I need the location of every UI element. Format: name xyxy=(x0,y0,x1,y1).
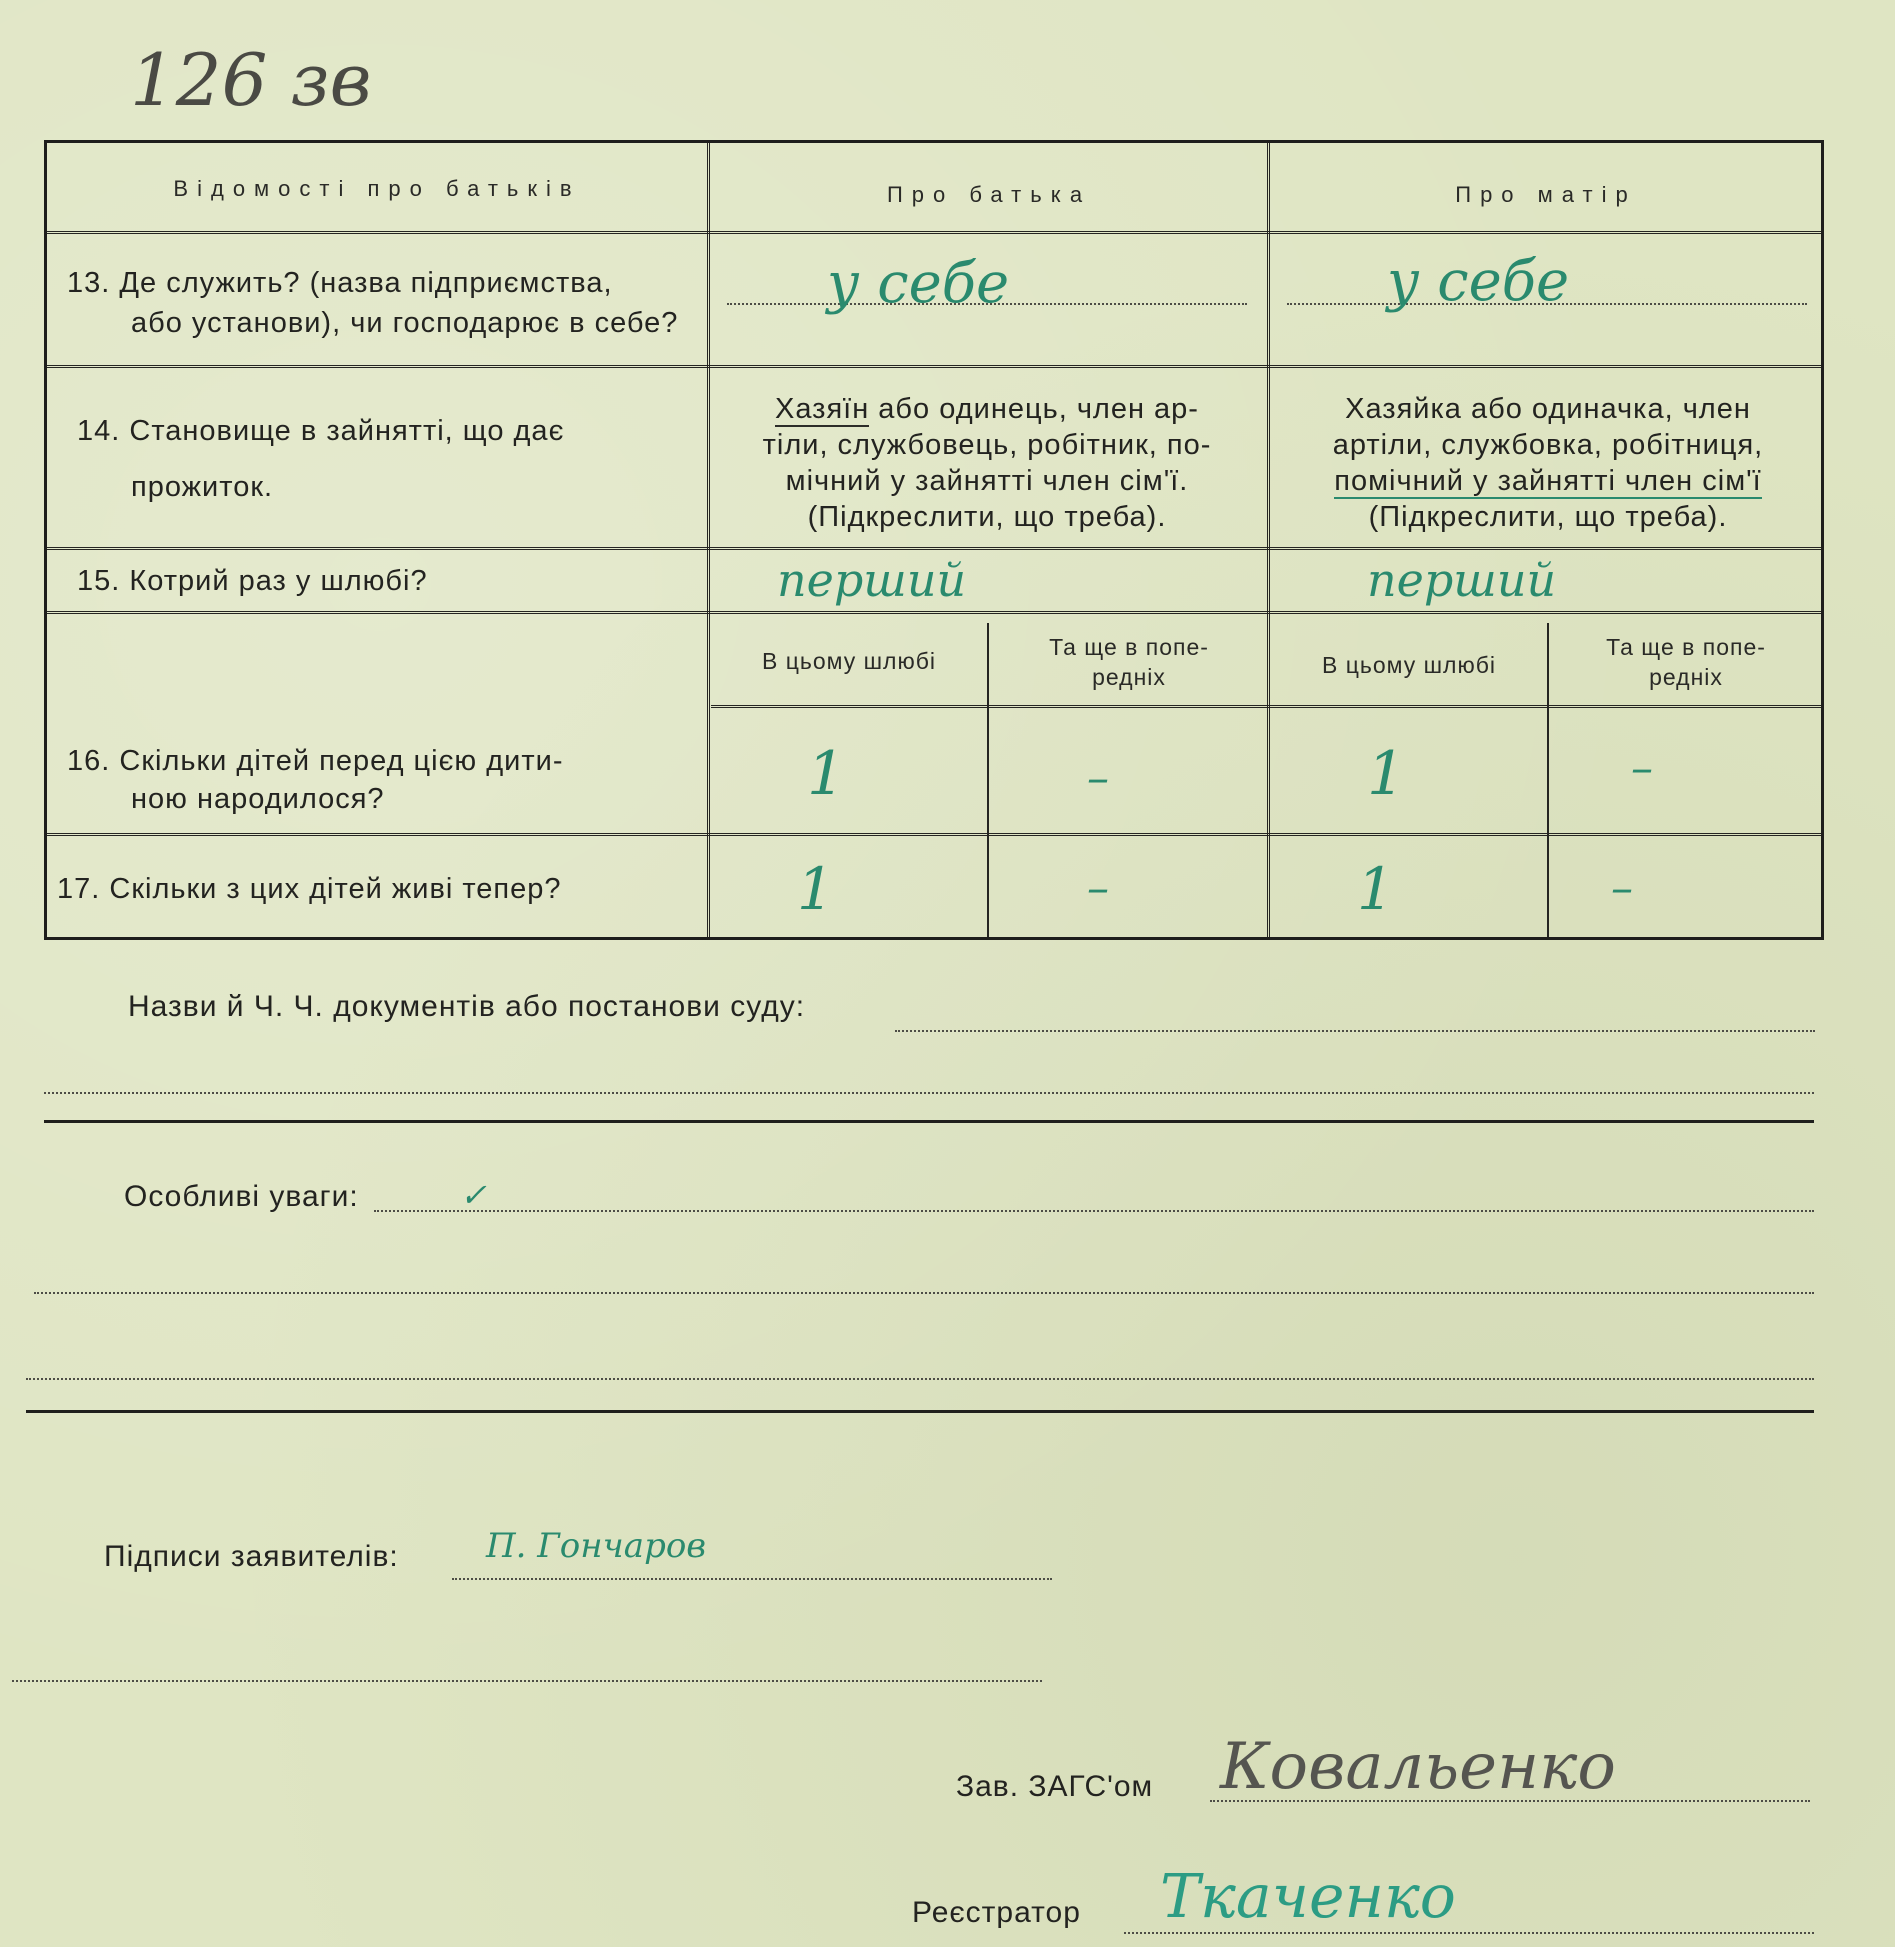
q16-father-previous-line2: редніх xyxy=(1092,663,1166,690)
q15-question: 15. Котрий раз у шлюбі? xyxy=(77,565,428,597)
registrar-signature-dotline xyxy=(1124,1932,1814,1934)
remarks-dotline-3 xyxy=(26,1378,1814,1380)
q14-mother-options xyxy=(1283,391,1813,535)
q14-line2: прожиток. xyxy=(131,471,274,503)
head-signature: Ковальенко xyxy=(1220,1730,1616,1804)
row-divider-15 xyxy=(47,611,1821,618)
q16-mother-this-value: 1 xyxy=(1367,739,1406,809)
q14-mother-line4: (Підкреслити, що треба). xyxy=(1368,501,1728,533)
remarks-dotline-2 xyxy=(34,1292,1814,1294)
applicant-signature: П. Гончаров xyxy=(486,1526,707,1566)
q14-father-line2: тіли, службовець, робітник, по- xyxy=(762,429,1212,461)
q13-line2: або установи), чи господарює в себе? xyxy=(131,307,679,339)
col-divider-mother-sub xyxy=(1547,623,1549,937)
col-divider-father-sub xyxy=(987,623,989,937)
q16-father-this-marriage-header: В цьому шлюбі xyxy=(761,648,937,674)
col-divider-1 xyxy=(707,143,714,937)
remarks-checkmark: ✓ xyxy=(460,1176,487,1214)
remarks-label: Особливі уваги: xyxy=(124,1180,359,1213)
row-divider-13 xyxy=(47,365,1821,372)
q16-mother-this-marriage-header: В цьому шлюбі xyxy=(1321,652,1497,678)
q16-line2: ною народилося? xyxy=(131,783,385,815)
q14-mother-line2: артіли, службовка, робітниця, xyxy=(1332,429,1764,461)
q14-father-options xyxy=(727,391,1247,535)
applicant-signature-dotline xyxy=(452,1578,1052,1580)
q13-mother-answer: у себе xyxy=(1387,249,1570,314)
header-parents-info: Відомості про батьків xyxy=(173,176,581,201)
q15-father-answer: перший xyxy=(777,553,967,607)
q16-mother-previous-line1: Та ще в попе- xyxy=(1606,634,1766,660)
q16-mother-previous-value: – xyxy=(1631,743,1653,794)
q14-mother-underlined-option: помічний у зайнятті член сім'ї xyxy=(1334,465,1762,497)
q13-father-answer: у себе xyxy=(827,251,1010,316)
col-divider-2 xyxy=(1267,143,1274,937)
q14-father-line4: (Підкреслити, що треба). xyxy=(807,501,1167,533)
q17-mother-this-value: 1 xyxy=(1357,855,1394,923)
documents-section-rule xyxy=(44,1120,1814,1123)
archive-mark: 126 зв xyxy=(130,38,372,122)
remarks-dotline-1 xyxy=(374,1210,1814,1212)
q14-father-line3: мічний у зайнятті член сім'ї. xyxy=(785,465,1189,497)
row-divider-header xyxy=(47,231,1821,238)
q17-mother-previous-value: – xyxy=(1611,863,1633,914)
header-father: Про батька xyxy=(886,182,1092,207)
applicant-signature-dotline-2 xyxy=(12,1680,1042,1682)
q14-father-underlined-option: Хазяїн xyxy=(775,393,870,425)
q13-line1: 13. Де служить? (назва підприємства, xyxy=(67,267,613,299)
q16-mother-previous-line2: редніх xyxy=(1649,663,1723,690)
registrar-label: Реєстратор xyxy=(912,1896,1081,1929)
q17-father-previous-value: – xyxy=(1087,863,1109,914)
header-mother: Про матір xyxy=(1455,182,1637,207)
q15-mother-answer: перший xyxy=(1367,553,1557,607)
q14-mother-line1: Хазяйка або одиначка, член xyxy=(1345,393,1751,425)
q14-father-line1: або одинець, член ар- xyxy=(869,393,1199,425)
documents-label: Назви й Ч. Ч. документів або постанови суду: xyxy=(128,990,806,1023)
applicant-signatures-label: Підписи заявителів: xyxy=(104,1540,399,1573)
documents-dotline-2 xyxy=(44,1092,1814,1094)
q16-father-previous-line1: Та ще в попе- xyxy=(1049,634,1209,660)
q17-question: 17. Скільки з цих дітей живі тепер? xyxy=(57,873,562,905)
remarks-section-rule xyxy=(26,1410,1814,1413)
q16-father-previous-header xyxy=(991,633,1267,693)
q16-father-this-value: 1 xyxy=(807,739,846,809)
registrar-signature: Ткаченко xyxy=(1160,1862,1456,1932)
row-divider-16 xyxy=(47,833,1821,840)
q16-mother-previous-header xyxy=(1551,633,1821,693)
q16-line1: 16. Скільки дітей перед цією дити- xyxy=(67,745,564,777)
row-divider-16-sub xyxy=(711,705,1821,712)
q14-line1: 14. Становище в зайнятті, що дає xyxy=(77,415,565,447)
head-registry-label: Зав. ЗАГС'ом xyxy=(956,1770,1154,1803)
q16-father-previous-value: – xyxy=(1087,753,1109,804)
documents-dotline-1 xyxy=(895,1030,1815,1032)
q17-father-this-value: 1 xyxy=(797,855,834,923)
parents-info-table xyxy=(44,140,1824,940)
